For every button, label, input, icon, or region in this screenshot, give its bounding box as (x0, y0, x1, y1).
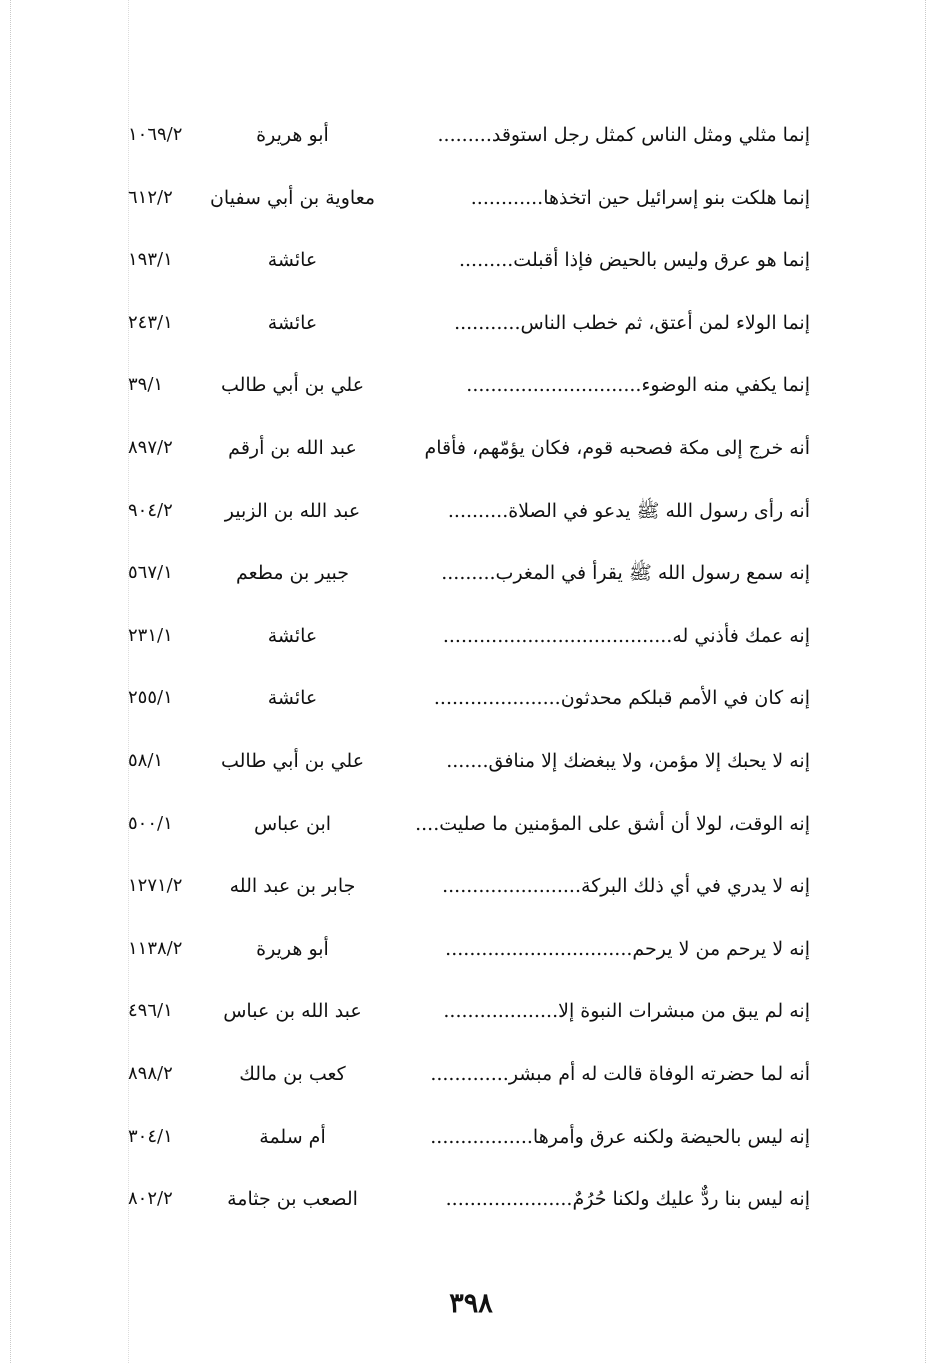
index-entry (120, 793, 820, 856)
volume-page-reference: ١٢٧١/٢ (128, 875, 183, 897)
volume-page-reference: ٣٩/١ (128, 374, 164, 396)
volume-page-reference: ١٩٣/١ (128, 249, 173, 271)
narrator-name: أبو هريرة (256, 124, 329, 146)
hadith-text: إنه سمع رسول الله ﷺ يقرأ في المغرب......... (441, 562, 810, 585)
narrator-name: أم سلمة (259, 1125, 326, 1148)
index-entry (120, 292, 820, 355)
index-entry (120, 480, 820, 543)
hadith-text: إنه كان في الأمم قبلكم محدثون..................... (433, 687, 810, 710)
narrator-name: عبد الله بن الزبير (224, 499, 361, 522)
index-entry (120, 1106, 820, 1169)
scan-edge-guide-left (10, 0, 11, 1363)
narrator-name: علي بن أبي طالب (220, 374, 365, 397)
narrator-name: جبير بن مطعم (235, 562, 350, 585)
hadith-text: إنما هلكت بنو إسرائيل حين اتخذها............ (470, 186, 810, 209)
hadith-text: إنه الوقت، لولا أن أشق على المؤمنين ما صليت.... (415, 812, 810, 835)
index-entry (120, 918, 820, 981)
volume-page-reference: ٩٠٤/٢ (128, 499, 173, 521)
hadith-text: إنه لا يحبك إلا مؤمن، ولا يبغضك إلا منافق....... (446, 749, 810, 772)
hadith-text: إنه ليس بنا ردٌّ عليك ولكنا حُرُمٌ..................... (445, 1188, 810, 1211)
hadith-index-list (120, 104, 820, 1231)
hadith-text: إنه لم يبق من مبشرات النبوة إلا................... (443, 1000, 810, 1023)
volume-page-reference: ٥٦٧/١ (128, 562, 173, 584)
index-entry (120, 417, 820, 480)
narrator-name: الصعب بن جثامة (227, 1188, 358, 1211)
volume-page-reference: ٨٠٢/٢ (128, 1188, 173, 1210)
hadith-text: أنه لما حضرته الوفاة قالت له أم مبشر............. (430, 1062, 810, 1085)
narrator-name: علي بن أبي طالب (220, 749, 365, 772)
index-entry (120, 605, 820, 668)
narrator-name: عائشة (267, 311, 318, 334)
volume-page-reference: ٣٠٤/١ (128, 1125, 173, 1147)
volume-page-reference: ٢٥٥/١ (128, 687, 173, 709)
index-entry (120, 980, 820, 1043)
index-entry (120, 855, 820, 918)
index-entry (120, 667, 820, 730)
narrator-name: ابن عباس (253, 812, 332, 835)
volume-page-reference: ٢٤٣/١ (128, 311, 173, 333)
hadith-text: أنه رأى رسول الله ﷺ يدعو في الصلاة.......... (447, 499, 810, 522)
hadith-text: أنه خرج إلى مكة فصحبه قوم، فكان يؤمّهم، فأقام (424, 436, 810, 459)
hadith-text: إنه لا يدري في أي ذلك البركة....................... (442, 875, 810, 898)
narrator-name: عبد الله بن أرقم (228, 436, 357, 459)
volume-page-reference: ٢٣١/١ (128, 624, 173, 646)
index-entry (120, 730, 820, 793)
hadith-text: إنه ليس بالحيضة ولكنه عرق وأمرها................. (430, 1125, 810, 1148)
narrator-name: كعب بن مالك (239, 1062, 346, 1085)
index-entry (120, 104, 820, 167)
volume-page-reference: ٤٩٦/١ (128, 1000, 173, 1022)
index-entry (120, 167, 820, 230)
narrator-name: أبو هريرة (256, 937, 329, 960)
index-entry (120, 354, 820, 417)
volume-page-reference: ١١٣٨/٢ (128, 937, 183, 959)
narrator-name: عائشة (267, 249, 318, 272)
index-entry (120, 1168, 820, 1231)
hadith-text: إنه لا يرحم من لا يرحم............................... (445, 937, 810, 960)
volume-page-reference: ٥٨/١ (128, 749, 164, 771)
hadith-text: إنما مثلي ومثل الناس كمثل رجل استوقد......... (437, 124, 810, 146)
index-entry (120, 1043, 820, 1106)
volume-page-reference: ١٠٦٩/٢ (128, 124, 183, 145)
hadith-text: إنما الولاء لمن أعتق، ثم خطب الناس........... (454, 311, 810, 334)
page-number: ٣٩٨ (449, 1288, 493, 1319)
narrator-name: معاوية بن أبي سفيان (209, 186, 376, 209)
volume-page-reference: ٦١٢/٢ (128, 186, 173, 208)
narrator-name: عائشة (267, 687, 318, 710)
volume-page-reference: ٨٩٨/٢ (128, 1062, 173, 1084)
scan-edge-guide-right (925, 0, 926, 1363)
narrator-name: عائشة (267, 624, 318, 647)
hadith-text: إنما يكفي منه الوضوء............................. (466, 374, 810, 397)
narrator-name: عبد الله بن عباس (223, 1000, 362, 1023)
index-entry (120, 542, 820, 605)
volume-page-reference: ٨٩٧/٢ (128, 436, 173, 458)
volume-page-reference: ٥٠٠/١ (128, 812, 173, 834)
hadith-text: إنه عمك فأذني له...................................... (442, 624, 810, 647)
narrator-name: جابر بن عبد الله (229, 875, 356, 898)
hadith-text: إنما هو عرق وليس بالحيض فإذا أقبلت......... (458, 249, 810, 272)
index-entry (120, 229, 820, 292)
